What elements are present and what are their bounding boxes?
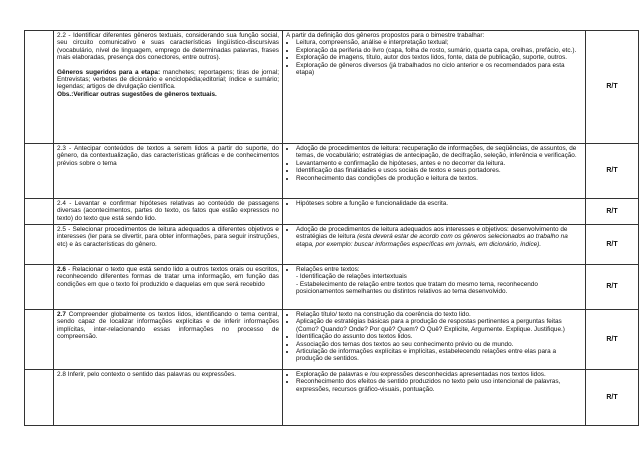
list-item: • Exploração de imagens, título, autor dos textos lidos, fonte, data de publicação, suporte, outros.: [296, 54, 582, 61]
content-cell: [283, 310, 586, 370]
skill-text: Compreender globalmente os textos lidos, identificando o tema central, sendo capaz de localizar informações explícitas e de inferir informações implícitas, inter-relacionando essas informações no processo de compreensão.: [57, 311, 279, 341]
document-page: [24, 30, 630, 426]
list-item: [296, 226, 582, 248]
skill-text: - Relacionar o texto que está sendo lido a outros textos orais ou escritos, reconhecendo diferentes formas de tratar uma informação, em função das condições em que o texto foi produzido e daquelas em que será recebido: [57, 266, 279, 288]
list-item: • Relações entre textos:: [296, 266, 582, 273]
content-list: [286, 39, 582, 76]
rt-cell: R/T: [586, 31, 639, 144]
list-item: • Articulação de informações explícitas e implícitas, estabelecendo relações entre elas para a produção de sentidos.: [296, 348, 582, 363]
skill-text: - Selecionar procedimentos de leitura adequados a diferentes objetivos e interesses (ler para se divertir, para obter informações, para seguir instruções, etc) e às características do gênero.: [57, 226, 279, 248]
sub-item: - Identificação de relações intertextuais: [296, 273, 407, 281]
list-item: • Reconhecimento dos efeitos de sentido produzidos no texto pelo uso intencional de palavras, expressões, recursos gráfico-visuais, pontuação.: [296, 378, 582, 393]
skill-cell: [54, 310, 283, 370]
rt-cell: R/T: [586, 144, 639, 199]
rt-cell: R/T: [586, 265, 639, 310]
blank-cell: [25, 199, 54, 225]
rt-cell: R/T: [586, 225, 639, 265]
content-cell: [283, 225, 586, 265]
content-list: [286, 226, 582, 248]
content-list: [286, 266, 582, 273]
list-item: • Relação título/ texto na construção da coerência do texto lido.: [296, 311, 582, 318]
content-list: [286, 371, 582, 393]
content-cell: [283, 265, 586, 310]
content-cell: [283, 144, 586, 199]
table-row: [25, 199, 639, 225]
list-item: • Associação dos temas dos textos ao seu conhecimento prévio ou de mundo.: [296, 341, 582, 348]
list-item: • Leitura, compreensão, análise e interpretação textual;: [296, 39, 582, 46]
content-list: [286, 200, 582, 207]
skill-text: - Antecipar conteúdos de textos a serem lidos a partir do suporte, do gênero, da contextualização, das características gráficas e de conhecimentos prévios sobre o tema: [57, 145, 279, 167]
skill-text: Inferir, pelo contexto o sentido das palavras ou expressões.: [65, 371, 237, 378]
skill-cell: [54, 370, 283, 426]
blank-cell: [25, 370, 54, 426]
skill-number: 2.3: [57, 145, 66, 152]
table-row: [25, 370, 639, 426]
curriculum-table: [24, 30, 639, 426]
blank-cell: [25, 144, 54, 199]
list-item: • Identificação do assunto dos textos lidos.: [296, 333, 582, 340]
content-cell: [283, 31, 586, 144]
skill-number: 2.4: [57, 200, 66, 207]
item-italic-note: (esta deverá estar de acordo com os gêneros selecionados ao trabalho na etapa, por exemplo: buscar informações específicas em jornais, em dicionário, índice).: [296, 233, 568, 248]
blank-cell: [25, 310, 54, 370]
obs-note: Obs.:Verificar outras sugestões de gêneros textuais.: [57, 90, 217, 98]
skill-number: 2.6: [57, 266, 66, 273]
content-cell: [283, 370, 586, 426]
content-cell: [283, 199, 586, 225]
skill-number: 2.5: [57, 226, 66, 233]
list-item: • Identificação das finalidades e usos sociais de textos e seus portadores.: [296, 167, 582, 174]
list-item: • Exploração da periferia do livro (capa, folha de rosto, sumário, quarta capa, orelhas, prefácio, etc.).: [296, 47, 582, 54]
blank-cell: [25, 265, 54, 310]
blank-cell: [25, 225, 54, 265]
table-row: [25, 265, 639, 310]
rt-cell: R/T: [586, 199, 639, 225]
skill-number: 2.7: [57, 311, 66, 318]
sub-item: - Estabelecimento de relação entre textos que tratam do mesmo tema, reconhecendo posicionamentos semelhantes ou distintos relativos ao tema desenvolvido.: [296, 280, 538, 296]
table-row: [25, 225, 639, 265]
list-item: • Reconhecimento das condições de produção e leitura de textos.: [296, 175, 582, 182]
genres-list: manchetes; reportagens; tiras de jornal; Entrevistas; verbetes de dicionário e enciclopédia;editorial; índice e sumário; legendas; artigos de divulgação científica.: [57, 68, 279, 91]
skill-text: - Identificar diferentes gêneros textuais, considerando sua função social, seu circuito comunicativo e suas características lingüístico-discursivas (vocabulário, nível de linguagem, emprego de determinadas palavras, frases mais elaboradas, presença dos conectores, entre outros).: [57, 32, 279, 62]
list-item: • Adoção de procedimentos de leitura: recuperação de informações, de seqüências, de assuntos, de temas, de vocabulário; estratégias de antecipação, de decifração, seleção, inferência e verificação.: [296, 145, 582, 160]
content-list: [286, 145, 582, 182]
table-row: [25, 310, 639, 370]
list-item: • Hipóteses sobre a função e funcionalidade da escrita.: [296, 200, 582, 207]
rt-cell: R/T: [586, 310, 639, 370]
skill-text: - Levantar e confirmar hipóteses relativas ao conteúdo de passagens diversas (acontecimentos, partes do texto, os fatos que estão expressos no texto) do texto que está sendo lido.: [57, 200, 279, 222]
list-item: • Levantamento e confirmação de hipóteses, antes e no decorrer da leitura.: [296, 160, 582, 167]
content-list: [286, 311, 582, 363]
content-intro: A partir da definição dos gêneros propostos para o bimestre trabalhar:: [286, 32, 485, 39]
skill-cell: [54, 199, 283, 225]
rt-cell: R/T: [586, 370, 639, 426]
table-row: [25, 31, 639, 144]
blank-cell: [25, 31, 54, 144]
skill-cell: [54, 225, 283, 265]
skill-number: 2.8: [57, 371, 66, 378]
table-row: [25, 144, 639, 199]
list-item: • Aplicação de estratégias básicas para a produção de respostas pertinentes a perguntas feitas (Como? Quando? Onde? Por quê? Quem? O Quê? Explicite, Argumente. Explique. Justifique.): [296, 318, 582, 333]
genres-title: Gêneros sugeridos para a etapa:: [57, 68, 161, 76]
item-text: Adoção de procedimentos de leitura adequados aos interesses e objetivos: desenvolvimento de estratégias de leitura: [296, 226, 568, 241]
skill-cell: [54, 144, 283, 199]
skill-number: 2.2: [57, 32, 66, 39]
list-item: • Exploração de gêneros diversos (já trabalhados no ciclo anterior e os recomendados para esta etapa): [296, 62, 582, 77]
skill-cell: [54, 265, 283, 310]
skill-cell: [54, 31, 283, 144]
list-item: • Exploração de palavras e /ou expressões desconhecidas apresentadas nos textos lidos.: [296, 371, 582, 378]
